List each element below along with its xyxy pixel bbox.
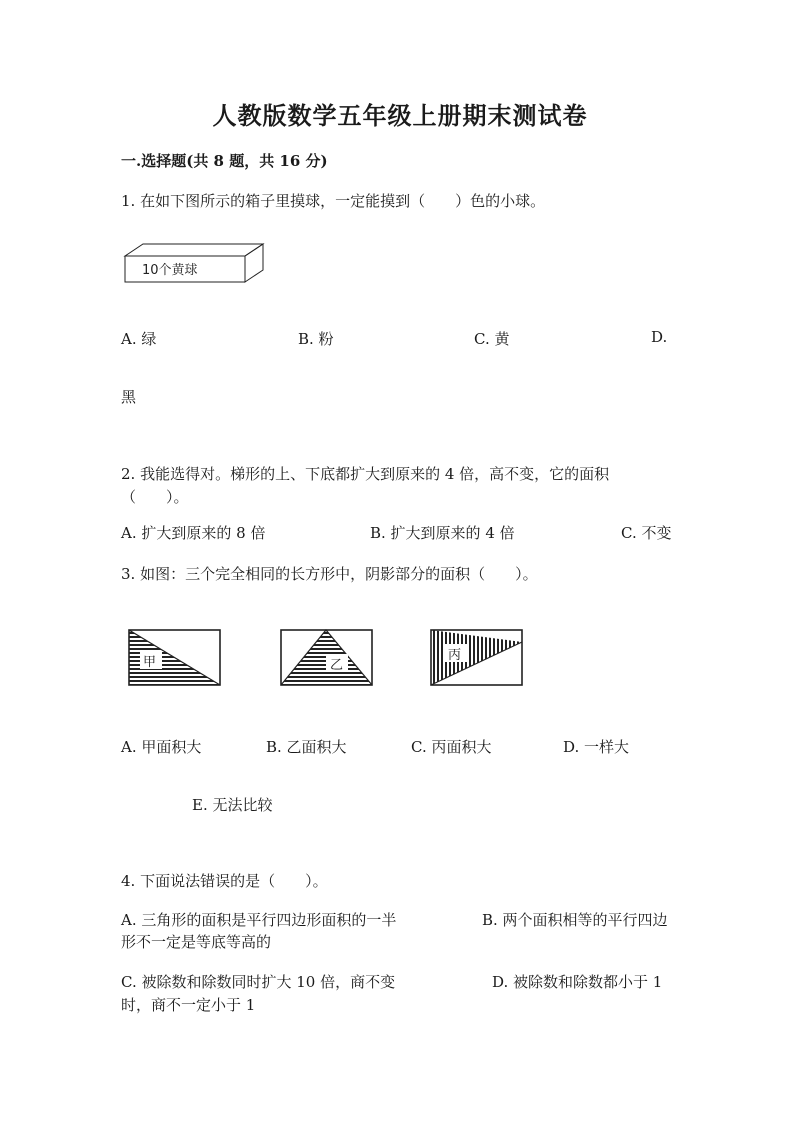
q4-option-a[interactable]: A. 三角形的面积是平行四边形面积的一半 xyxy=(121,911,397,929)
question-4-text: 4. 下面说法错误的是（ ）。 xyxy=(121,872,328,890)
q4-option-b[interactable]: B. 两个面积相等的平行四边 xyxy=(482,911,668,929)
q4-option-ab-cont: 形不一定是等底等高的 xyxy=(121,933,272,951)
q3-option-b[interactable]: B. 乙面积大 xyxy=(266,738,347,756)
question-2-text-cont: （ ）。 xyxy=(121,488,189,506)
q2-option-b[interactable]: B. 扩大到原来的 4 倍 xyxy=(370,524,515,542)
figure-bing xyxy=(429,628,525,688)
figure-yi-label: 乙 xyxy=(330,658,344,673)
q2-option-c[interactable]: C. 不变 xyxy=(621,524,672,542)
ball-box-figure xyxy=(120,244,270,289)
figure-jia xyxy=(127,628,223,688)
page-title: 人教版数学五年级上册期末测试卷 xyxy=(212,101,588,130)
question-3-text: 3. 如图：三个完全相同的长方形中，阴影部分的面积（ ）。 xyxy=(121,565,538,583)
q4-option-cd-cont: 时，商不一定小于 1 xyxy=(121,996,256,1014)
section-heading: 一.选择题(共 8 题，共 16 分) xyxy=(121,152,328,170)
figure-yi xyxy=(279,628,375,688)
q1-option-b[interactable]: B. 粉 xyxy=(298,330,334,348)
box-label: 10个黄球 xyxy=(142,263,198,278)
q3-option-d[interactable]: D. 一样大 xyxy=(563,738,630,756)
q1-option-a[interactable]: A. 绿 xyxy=(121,330,157,348)
question-2-text: 2. 我能选得对。梯形的上、下底都扩大到原来的 4 倍，高不变，它的面积 xyxy=(121,465,610,483)
question-1-text: 1. 在如下图所示的箱子里摸球，一定能摸到（ ）色的小球。 xyxy=(121,192,546,210)
q3-option-a[interactable]: A. 甲面积大 xyxy=(121,738,202,756)
q3-option-e[interactable]: E. 无法比较 xyxy=(192,796,273,814)
q4-option-d[interactable]: D. 被除数和除数都小于 1 xyxy=(492,973,663,991)
q1-option-c[interactable]: C. 黄 xyxy=(474,330,510,348)
figure-bing-label: 丙 xyxy=(448,648,462,663)
q1-option-d[interactable]: D. xyxy=(651,328,668,346)
figure-jia-label: 甲 xyxy=(143,655,157,670)
q4-option-c[interactable]: C. 被除数和除数同时扩大 10 倍，商不变 xyxy=(121,973,396,991)
q2-option-a[interactable]: A. 扩大到原来的 8 倍 xyxy=(121,524,266,542)
q3-option-c[interactable]: C. 丙面积大 xyxy=(411,738,492,756)
q1-option-d-text: 黑 xyxy=(121,388,137,406)
